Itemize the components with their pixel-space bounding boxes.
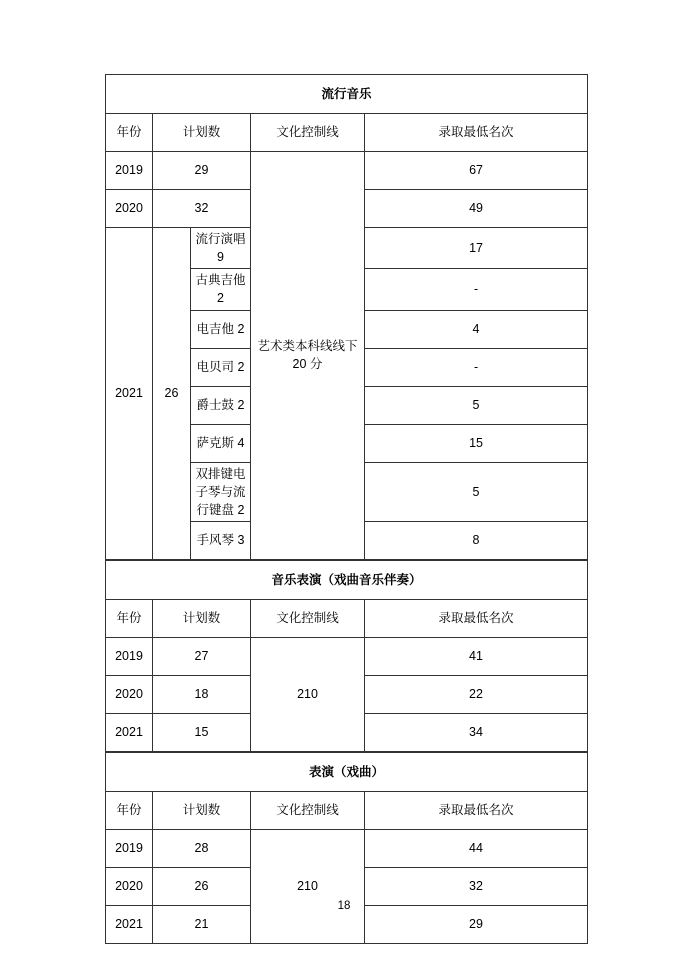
cell-min-rank: 41	[365, 637, 588, 675]
table-title-row	[106, 560, 588, 599]
table-title-row	[106, 752, 588, 791]
control-line-text-2: 20 分	[292, 357, 323, 372]
table-row	[106, 829, 588, 867]
header-year: 年份	[106, 599, 153, 637]
header-control-line: 文化控制线	[251, 599, 365, 637]
cell-year: 2019	[106, 637, 153, 675]
header-plan: 计划数	[153, 599, 251, 637]
cell-min-rank: 5	[365, 386, 588, 424]
table-row	[106, 637, 588, 675]
cell-min-rank: 67	[365, 152, 588, 190]
table-title-row	[106, 75, 588, 114]
cell-year: 2019	[106, 829, 153, 867]
cell-min-rank: 32	[365, 867, 588, 905]
table-title: 流行音乐	[106, 75, 588, 114]
cell-plan-total: 26	[153, 228, 191, 560]
cell-control-line	[251, 152, 365, 560]
cell-subcategory: 萨克斯 4	[191, 424, 251, 462]
control-line-text-1: 艺术类本科线线下	[257, 339, 358, 354]
table-performance-opera	[105, 752, 588, 944]
cell-year: 2021	[106, 228, 153, 560]
cell-plan: 29	[153, 152, 251, 190]
cell-min-rank: 17	[365, 228, 588, 269]
cell-min-rank: 8	[365, 521, 588, 559]
table-row	[106, 152, 588, 190]
header-control-line: 文化控制线	[251, 114, 365, 152]
table-popular-music	[105, 74, 588, 560]
cell-min-rank: 44	[365, 829, 588, 867]
cell-min-rank: 5	[365, 462, 588, 521]
cell-min-rank: 29	[365, 905, 588, 943]
header-min-rank: 录取最低名次	[365, 791, 588, 829]
header-plan: 计划数	[153, 114, 251, 152]
cell-subcategory: 双排键电子琴与流行键盘 2	[191, 462, 251, 521]
header-plan: 计划数	[153, 791, 251, 829]
header-min-rank: 录取最低名次	[365, 599, 588, 637]
cell-plan: 28	[153, 829, 251, 867]
page-number: 18	[337, 900, 351, 912]
cell-subcategory: 流行演唱 9	[191, 228, 251, 269]
cell-plan: 21	[153, 905, 251, 943]
table-header-row	[106, 791, 588, 829]
cell-year: 2020	[106, 675, 153, 713]
cell-min-rank: 34	[365, 713, 588, 751]
cell-control-line: 210	[251, 829, 365, 943]
cell-plan: 26	[153, 867, 251, 905]
header-min-rank: 录取最低名次	[365, 114, 588, 152]
cell-subcategory: 手风琴 3	[191, 521, 251, 559]
table-music-performance-opera-accompaniment	[105, 560, 588, 752]
cell-min-rank: -	[365, 348, 588, 386]
cell-year: 2020	[106, 190, 153, 228]
cell-min-rank: 49	[365, 190, 588, 228]
table-title: 表演（戏曲）	[106, 752, 588, 791]
table-header-row	[106, 599, 588, 637]
table-title: 音乐表演（戏曲音乐伴奏）	[106, 560, 588, 599]
cell-min-rank: 15	[365, 424, 588, 462]
cell-plan: 18	[153, 675, 251, 713]
cell-plan: 27	[153, 637, 251, 675]
header-control-line: 文化控制线	[251, 791, 365, 829]
table-header-row	[106, 114, 588, 152]
cell-year: 2021	[106, 905, 153, 943]
cell-year: 2019	[106, 152, 153, 190]
tables-area	[105, 74, 587, 944]
cell-year: 2020	[106, 867, 153, 905]
cell-year: 2021	[106, 713, 153, 751]
cell-subcategory: 电贝司 2	[191, 348, 251, 386]
header-year: 年份	[106, 114, 153, 152]
cell-min-rank: 4	[365, 310, 588, 348]
header-year: 年份	[106, 791, 153, 829]
cell-plan: 15	[153, 713, 251, 751]
cell-min-rank: 22	[365, 675, 588, 713]
cell-subcategory: 电吉他 2	[191, 310, 251, 348]
cell-min-rank: -	[365, 269, 588, 310]
cell-subcategory: 古典吉他 2	[191, 269, 251, 310]
cell-control-line: 210	[251, 637, 365, 751]
cell-subcategory: 爵士鼓 2	[191, 386, 251, 424]
cell-plan: 32	[153, 190, 251, 228]
